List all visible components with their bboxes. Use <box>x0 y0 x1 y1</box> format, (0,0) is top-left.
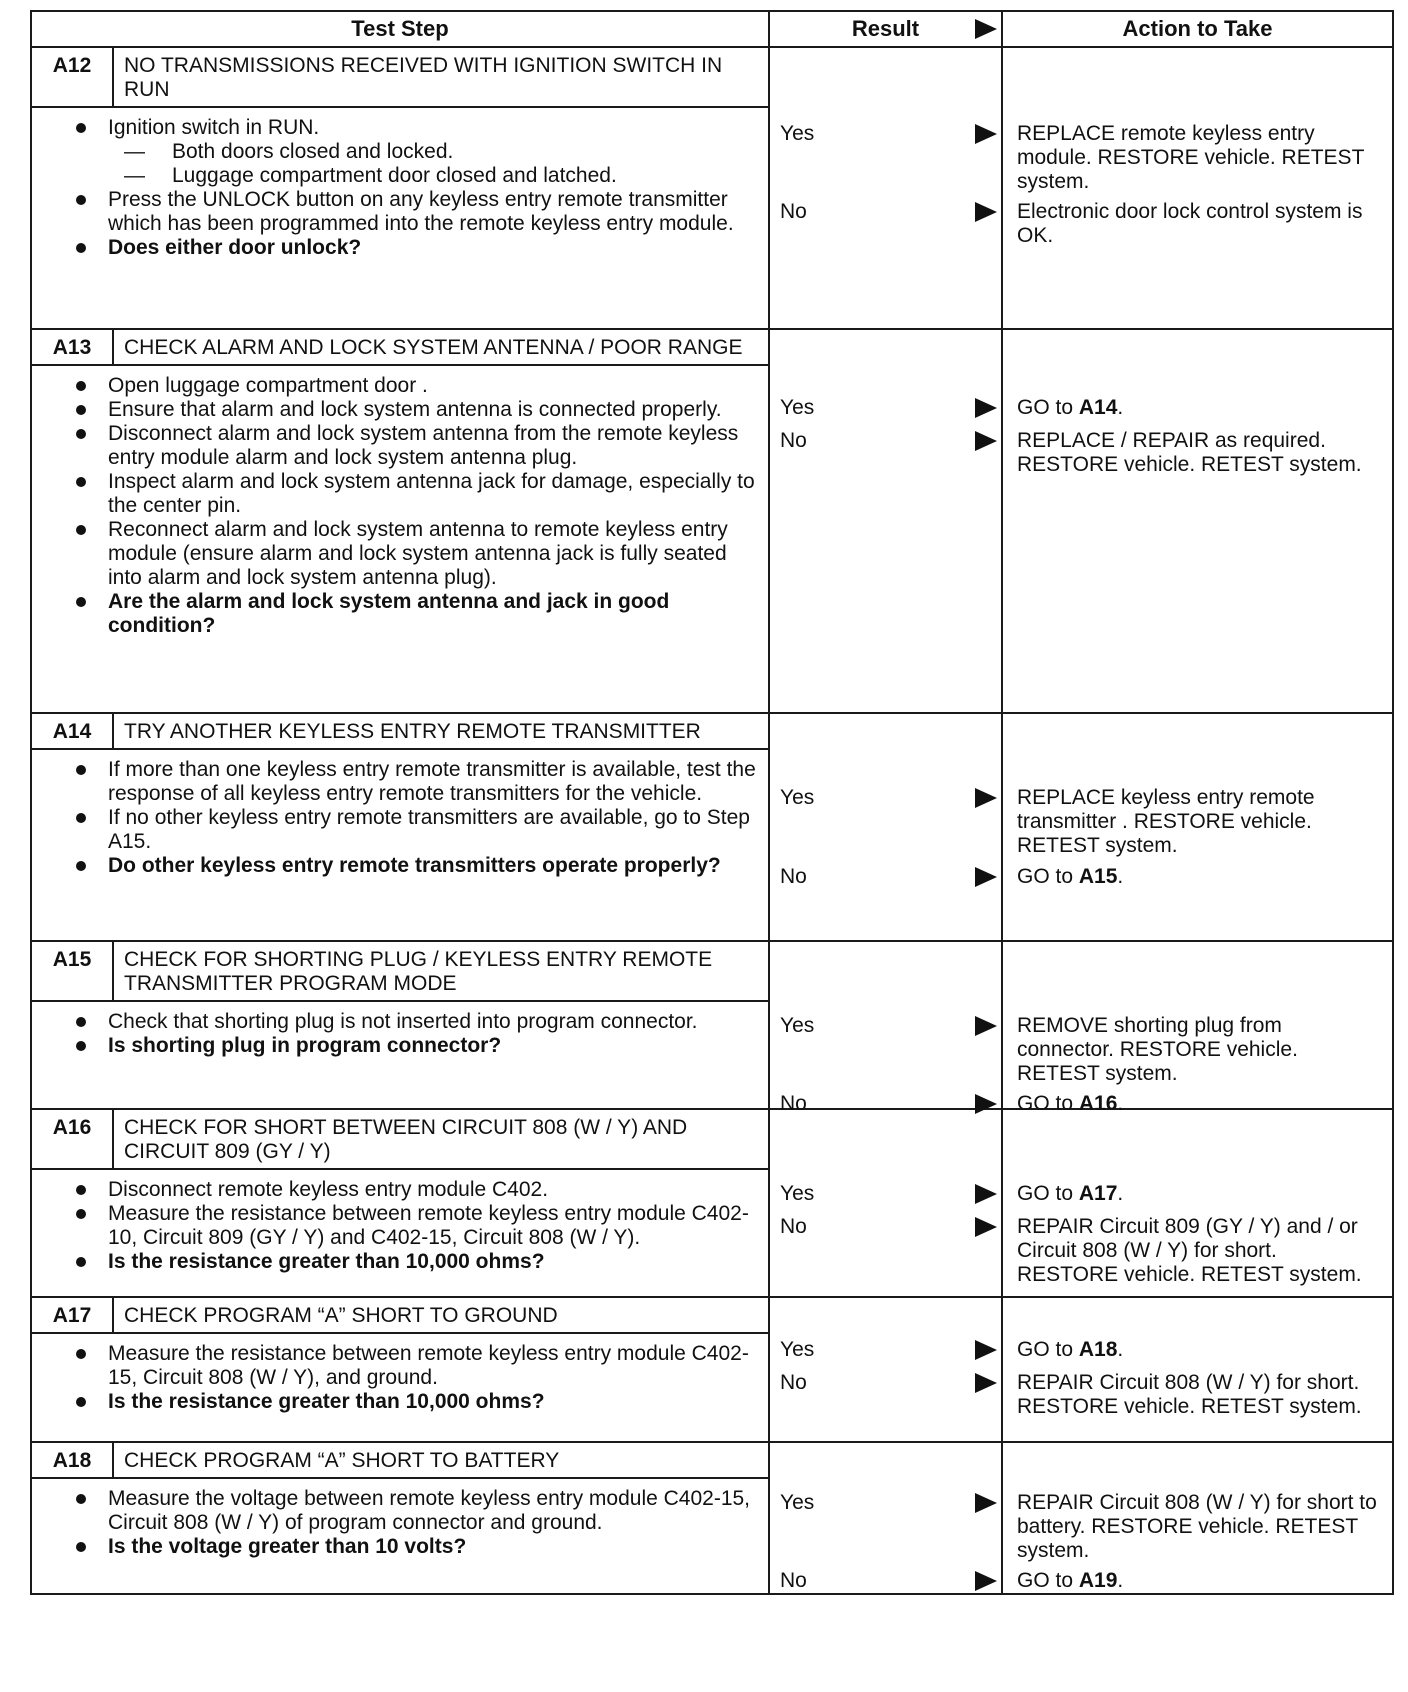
test-step-cell <box>31 941 769 1109</box>
result-label: No <box>780 200 807 223</box>
action-text: Electronic door lock control system is OK. <box>1017 200 1363 247</box>
step-instruction <box>76 1178 758 1202</box>
action-step-ref: A16 <box>1078 1092 1118 1115</box>
step-instructions <box>32 1170 768 1282</box>
action-text: REPLACE / REPAIR as required. RESTORE vehicle. RETEST system. <box>1017 429 1362 476</box>
step-title: CHECK FOR SHORTING PLUG / KEYLESS ENTRY REMOTE TRANSMITTER PROGRAM MODE <box>124 948 713 995</box>
step-question <box>76 1390 758 1414</box>
instruction-text: Is the voltage greater than 10 volts? <box>108 1535 467 1558</box>
arrow-right-icon <box>975 124 997 144</box>
step-instruction <box>76 422 758 470</box>
step-id: A17 <box>32 1298 114 1332</box>
action-suffix: . <box>1117 865 1124 888</box>
action-prefix: GO to <box>1017 1182 1079 1205</box>
action-step-ref: A18 <box>1078 1338 1118 1361</box>
step-question <box>76 1535 758 1559</box>
test-step-cell <box>31 329 769 713</box>
action-suffix: . <box>1117 1092 1124 1115</box>
arrow-right-icon <box>975 19 997 39</box>
sub-instructions <box>108 140 758 188</box>
test-step-cell <box>31 713 769 941</box>
action-cell <box>1002 941 1393 1115</box>
instruction-text: Measure the resistance between remote keyless entry module C402-10, Circuit 809 (GY / Y) and C402-15, Circuit 808 (W / Y). <box>108 1202 749 1249</box>
step-instructions <box>32 108 768 268</box>
step-instructions <box>32 1334 768 1422</box>
instruction-text: Disconnect remote keyless entry module C402. <box>108 1178 549 1201</box>
step-id: A15 <box>32 942 114 1000</box>
action-text: REPLACE remote keyless entry module. RESTORE vehicle. RETEST system. <box>1017 122 1365 193</box>
instruction-text: Is the resistance greater than 10,000 ohms? <box>108 1390 545 1413</box>
result-option-no <box>780 200 997 224</box>
action-text: REPAIR Circuit 808 (W / Y) for short to battery. RESTORE vehicle. RETEST system. <box>1017 1491 1377 1562</box>
result-option-yes <box>780 396 997 420</box>
step-instruction <box>76 806 758 854</box>
step-instructions <box>32 750 768 886</box>
table-body <box>31 47 1393 1594</box>
result-label: No <box>780 1215 807 1238</box>
step-instruction <box>76 398 758 422</box>
action-prefix: GO to <box>1017 1092 1079 1115</box>
instruction-text: Are the alarm and lock system antenna and jack in good condition? <box>108 590 670 637</box>
instruction-text: Ignition switch in RUN. <box>108 116 320 139</box>
result-option-yes <box>780 1014 997 1038</box>
table-header-row <box>31 11 1393 47</box>
step-id: A18 <box>32 1443 114 1477</box>
arrow-right-icon <box>975 1184 997 1204</box>
result-label: No <box>780 429 807 452</box>
test-step-cell <box>31 1442 769 1594</box>
result-cell <box>769 47 1002 329</box>
action-suffix: . <box>1117 1338 1124 1361</box>
instruction-text: Do other keyless entry remote transmitters operate properly? <box>108 854 721 877</box>
instruction-text: If more than one keyless entry remote transmitter is available, test the response of all keyless entry remote transmitters for the vehicle. <box>108 758 756 805</box>
action-step-ref: A19 <box>1078 1569 1118 1592</box>
step-question <box>76 1034 758 1058</box>
result-option-no <box>780 865 997 889</box>
arrow-right-icon <box>975 1571 997 1591</box>
action-prefix: GO to <box>1017 396 1079 419</box>
sub-instruction: — Both doors closed and locked. <box>124 140 758 164</box>
action-cell <box>1002 1442 1393 1594</box>
result-label: Yes <box>780 396 815 419</box>
action-cell <box>1002 1297 1393 1442</box>
result-option-no <box>780 1569 997 1593</box>
test-step-cell <box>31 1109 769 1297</box>
result-label: Yes <box>780 1491 815 1514</box>
action-text <box>1017 865 1382 889</box>
result-cell <box>769 1109 1002 1297</box>
result-cell <box>769 1297 1002 1442</box>
result-option-yes <box>780 1338 997 1362</box>
sub-instruction: — Luggage compartment door closed and latched. <box>124 164 758 188</box>
action-cell <box>1002 47 1393 329</box>
action-text: REPAIR Circuit 808 (W / Y) for short. RESTORE vehicle. RETEST system. <box>1017 1371 1362 1418</box>
result-cell <box>769 329 1002 713</box>
instruction-text: Does either door unlock? <box>108 236 362 259</box>
arrow-right-icon <box>975 1373 997 1393</box>
instruction-text: Measure the voltage between remote keyless entry module C402-15, Circuit 808 (W / Y) of program connector and ground. <box>108 1487 751 1534</box>
action-step-ref: A15 <box>1078 865 1118 888</box>
arrow-right-icon <box>975 398 997 418</box>
action-suffix: . <box>1117 396 1124 419</box>
header-action: Action to Take <box>1002 11 1393 47</box>
step-question <box>76 1250 758 1274</box>
action-text <box>1017 1338 1382 1362</box>
step-instruction <box>76 188 758 236</box>
result-option-no <box>780 1215 997 1239</box>
action-text: REMOVE shorting plug from connector. RESTORE vehicle. RETEST system. <box>1017 1014 1298 1085</box>
step-instructions <box>32 1002 768 1066</box>
result-option-no <box>780 1371 997 1395</box>
instruction-text: Measure the resistance between remote keyless entry module C402-15, Circuit 808 (W / Y), and ground. <box>108 1342 749 1389</box>
table-row <box>31 1297 1393 1442</box>
arrow-right-icon <box>975 1340 997 1360</box>
arrow-right-icon <box>975 1016 997 1036</box>
arrow-right-icon <box>975 431 997 451</box>
table-row <box>31 941 1393 1109</box>
step-header <box>32 714 768 750</box>
step-instruction <box>76 116 758 188</box>
action-cell <box>1002 713 1393 941</box>
header-result-label: Result <box>851 16 920 41</box>
diagnostic-table <box>30 10 1394 1595</box>
instruction-text: Disconnect alarm and lock system antenna from the remote keyless entry module alarm and lock system antenna plug. <box>108 422 739 469</box>
instruction-text: If no other keyless entry remote transmitters are available, go to Step A15. <box>108 806 750 853</box>
result-cell <box>769 941 1002 1115</box>
action-text: REPLACE keyless entry remote transmitter . RESTORE vehicle. RETEST system. <box>1017 786 1315 857</box>
step-instruction <box>76 470 758 518</box>
test-step-cell <box>31 47 769 329</box>
step-instruction <box>76 518 758 590</box>
action-suffix: . <box>1117 1569 1124 1592</box>
step-id: A14 <box>32 714 114 748</box>
result-option-yes <box>780 1182 997 1206</box>
step-id: A13 <box>32 330 114 364</box>
test-step-cell <box>31 1297 769 1442</box>
result-option-yes <box>780 122 997 146</box>
arrow-right-icon <box>975 202 997 222</box>
action-text <box>1017 1569 1382 1593</box>
step-title: CHECK FOR SHORT BETWEEN CIRCUIT 808 (W / Y) AND CIRCUIT 809 (GY / Y) <box>124 1116 688 1163</box>
result-option-yes <box>780 1491 997 1515</box>
step-instruction <box>76 758 758 806</box>
step-title: CHECK PROGRAM “A” SHORT TO GROUND <box>124 1304 558 1327</box>
step-instructions <box>32 1479 768 1567</box>
result-label: No <box>780 1569 807 1592</box>
table-row <box>31 329 1393 713</box>
action-suffix: . <box>1117 1182 1124 1205</box>
action-text <box>1017 396 1382 420</box>
step-header <box>32 1443 768 1479</box>
table-row <box>31 713 1393 941</box>
step-question <box>76 590 758 638</box>
step-title: CHECK ALARM AND LOCK SYSTEM ANTENNA / POOR RANGE <box>124 336 743 359</box>
action-step-ref: A17 <box>1078 1182 1118 1205</box>
step-title: TRY ANOTHER KEYLESS ENTRY REMOTE TRANSMITTER <box>124 720 701 743</box>
header-result <box>769 11 1002 47</box>
step-question <box>76 854 758 878</box>
step-instruction <box>76 1342 758 1390</box>
action-text: REPAIR Circuit 809 (GY / Y) and / or Circuit 808 (W / Y) for short. RESTORE vehicle. RETEST system. <box>1017 1215 1362 1286</box>
arrow-right-icon <box>975 788 997 808</box>
instruction-text: Inspect alarm and lock system antenna jack for damage, especially to the center pin. <box>108 470 755 517</box>
step-instruction <box>76 1010 758 1034</box>
table-row <box>31 1109 1393 1297</box>
step-header <box>32 330 768 366</box>
result-label: No <box>780 1092 807 1115</box>
action-prefix: GO to <box>1017 1569 1079 1592</box>
action-prefix: GO to <box>1017 1338 1079 1361</box>
diagnostic-table-sheet <box>30 10 1392 1678</box>
table-row <box>31 1442 1393 1594</box>
result-label: Yes <box>780 1014 815 1037</box>
action-cell <box>1002 1109 1393 1297</box>
action-cell <box>1002 329 1393 713</box>
instruction-text: Ensure that alarm and lock system antenna is connected properly. <box>108 398 722 421</box>
result-label: Yes <box>780 1182 815 1205</box>
step-instructions <box>32 366 768 646</box>
step-title: CHECK PROGRAM “A” SHORT TO BATTERY <box>124 1449 560 1472</box>
instruction-text: Check that shorting plug is not inserted into program connector. <box>108 1010 698 1033</box>
result-cell <box>769 1442 1002 1594</box>
result-label: Yes <box>780 786 815 809</box>
header-test-step: Test Step <box>31 11 769 47</box>
result-label: No <box>780 1371 807 1394</box>
step-id: A12 <box>32 48 114 106</box>
step-question <box>76 236 758 260</box>
arrow-right-icon <box>975 1493 997 1513</box>
step-instruction <box>76 1202 758 1250</box>
result-cell <box>769 713 1002 941</box>
action-step-ref: A14 <box>1078 396 1118 419</box>
instruction-text: Open luggage compartment door . <box>108 374 428 397</box>
step-id: A16 <box>32 1110 114 1168</box>
instruction-text: Is shorting plug in program connector? <box>108 1034 502 1057</box>
step-instruction <box>76 1487 758 1535</box>
table-row <box>31 47 1393 329</box>
instruction-text: Reconnect alarm and lock system antenna to remote keyless entry module (ensure alarm and lock system antenna jack is fully seated into alarm and lock system antenna plug). <box>108 518 728 589</box>
step-instruction <box>76 374 758 398</box>
result-option-no <box>780 429 997 453</box>
result-label: No <box>780 865 807 888</box>
step-header <box>32 1298 768 1334</box>
action-text <box>1017 1182 1382 1206</box>
instruction-text: Is the resistance greater than 10,000 ohms? <box>108 1250 545 1273</box>
step-title: NO TRANSMISSIONS RECEIVED WITH IGNITION SWITCH IN RUN <box>124 54 723 101</box>
result-option-yes <box>780 786 997 810</box>
action-prefix: GO to <box>1017 865 1079 888</box>
arrow-right-icon <box>975 1217 997 1237</box>
result-label: Yes <box>780 122 815 145</box>
step-header <box>32 1110 768 1170</box>
instruction-text: Press the UNLOCK button on any keyless entry remote transmitter which has been programmed into the remote keyless entry module. <box>108 188 734 235</box>
arrow-right-icon <box>975 867 997 887</box>
step-header <box>32 48 768 108</box>
result-label: Yes <box>780 1338 815 1361</box>
step-header <box>32 942 768 1002</box>
